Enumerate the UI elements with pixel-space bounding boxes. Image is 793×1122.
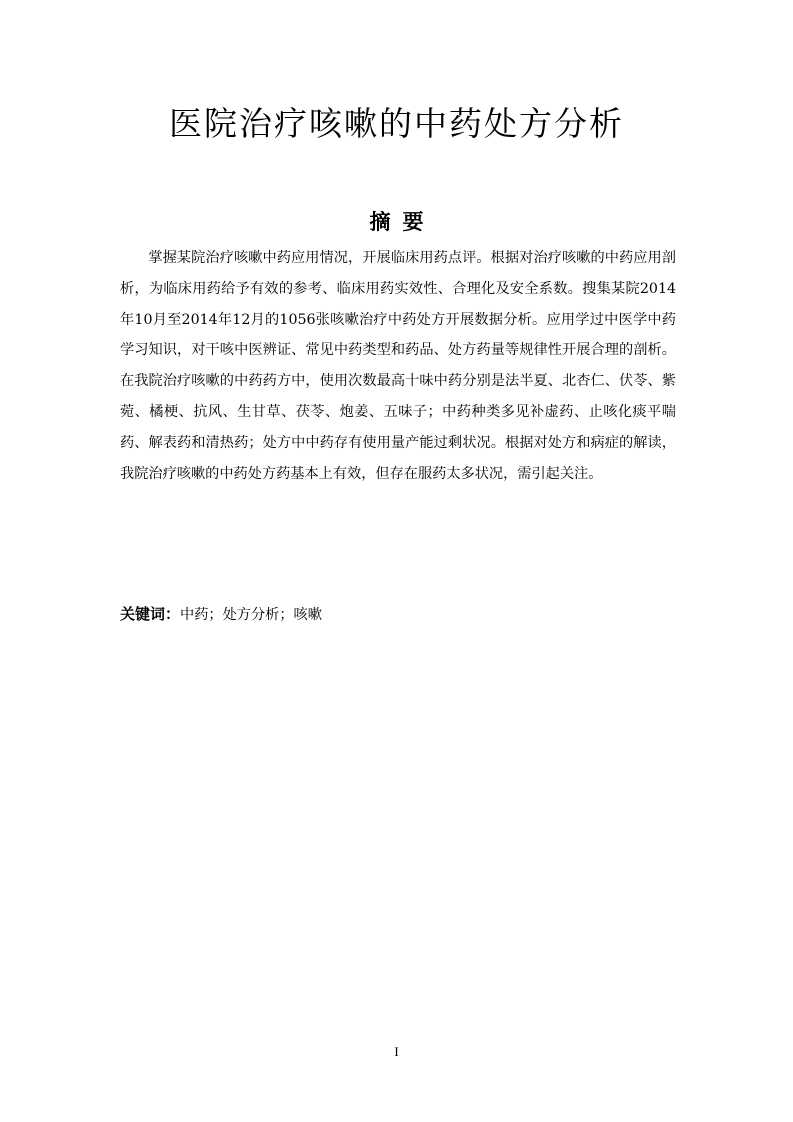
keywords-value: 中药；处方分析；咳嗽	[180, 607, 322, 623]
keywords-label: 关键词：	[120, 605, 181, 623]
abstract-heading: 摘要	[369, 210, 436, 234]
page-number: I	[394, 1044, 399, 1059]
document-title: 医院治疗咳嗽的中药处方分析	[169, 104, 624, 143]
keywords	[120, 600, 676, 629]
abstract-body: 掌握某院治疗咳嗽中药应用情况，开展临床用药点评。根据对治疗咳嗽的中药应用剖析，为临床用药给予有效的参考、临床用药实效性、合理化及安全系数。搜集某院2014年10月至2014年12月的1056张咳嗽治疗中药处方开展数据分析。应用学过中医学中药学习知识，对干咳中医辨证、常见中药类型和药品、处方药量等规律性开展合理的剖析。在我院治疗咳嗽的中药药方中，使用次数最高十味中药分别是法半夏、北杏仁、伏苓、紫菀、橘梗、抗风、生甘草、茯苓、炮姜、五味子；中药种类多见补虚药、止咳化痰平喘药、解表药和清热药；处方中中药存有使用量产能过剩状况。根据对处方和病症的解读，我院治疗咳嗽的中药处方药基本上有效，但存在服药太多状况，需引起关注。	[120, 250, 676, 482]
